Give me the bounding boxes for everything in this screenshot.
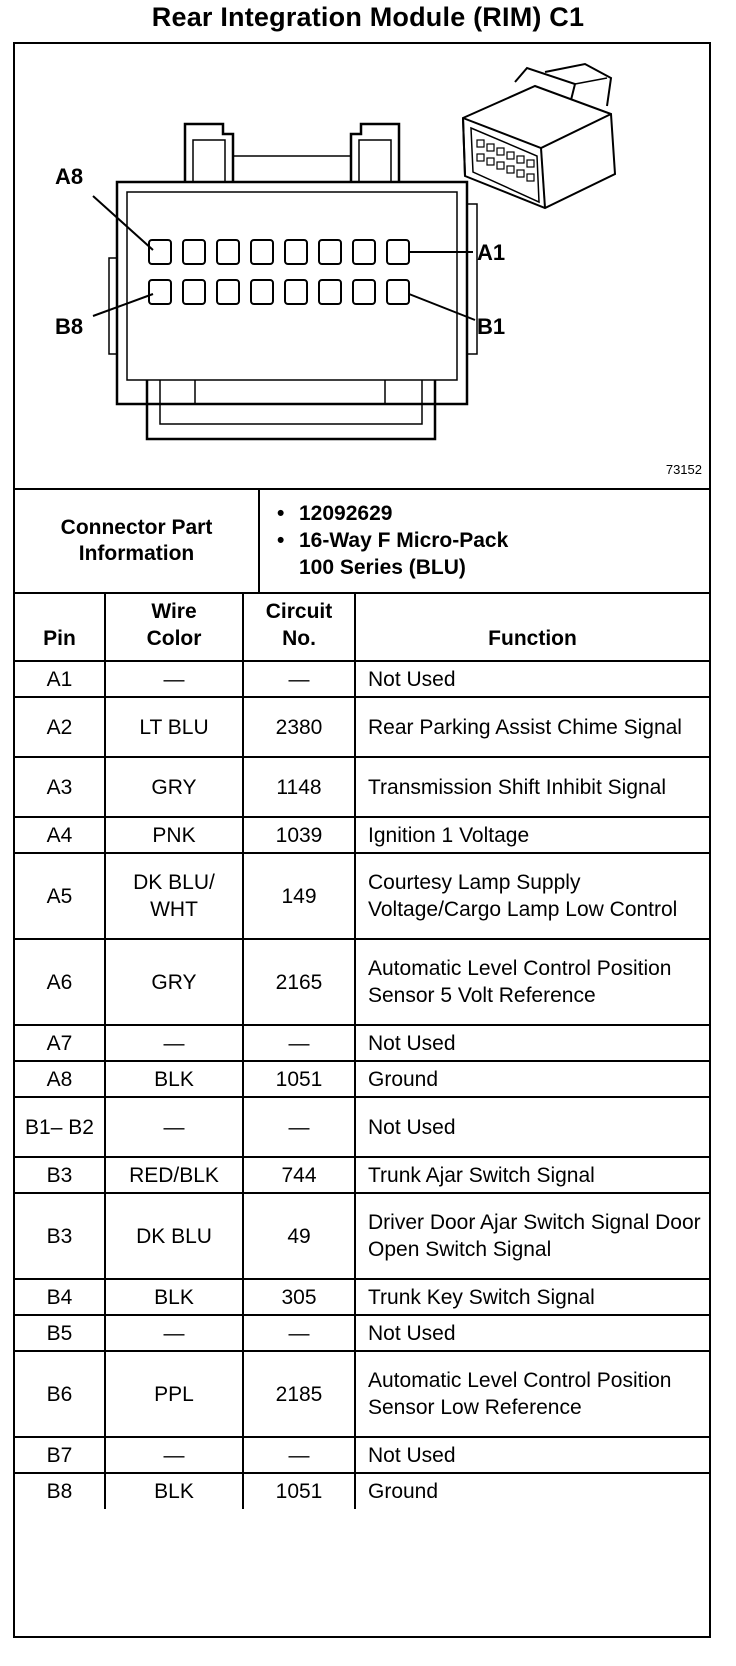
pin-cell: A6: [15, 939, 105, 1025]
cavity-row-a: [149, 240, 409, 264]
connector-part-info: [15, 488, 709, 592]
page-title: Rear Integration Module (RIM) C1: [151, 2, 585, 32]
wire-color-cell: —: [105, 661, 243, 697]
table-row: [15, 1473, 709, 1509]
table-row: [15, 1061, 709, 1097]
header-circuit-no: Circuit No.: [243, 593, 355, 661]
circuit-cell: 2165: [243, 939, 355, 1025]
table-row: [15, 939, 709, 1025]
function-cell: Not Used: [355, 1315, 709, 1351]
table-row: [15, 1437, 709, 1473]
header-function: Function: [355, 593, 709, 661]
wire-color-cell: RED/BLK: [105, 1157, 243, 1193]
function-cell: Not Used: [355, 1025, 709, 1061]
table-row: [15, 853, 709, 939]
wire-color-cell: BLK: [105, 1279, 243, 1315]
wire-color-cell: DK BLU/ WHT: [105, 853, 243, 939]
connector-info-list: [277, 500, 508, 581]
table-row: [15, 1157, 709, 1193]
table-row: [15, 1279, 709, 1315]
pin-cell: A5: [15, 853, 105, 939]
function-cell: Courtesy Lamp Supply Voltage/Cargo Lamp Low Control: [355, 853, 709, 939]
connector-series: 100 Series (BLU): [299, 556, 466, 579]
connector-info-label: Connector Part Information: [15, 490, 260, 592]
circuit-cell: 744: [243, 1157, 355, 1193]
leader-b8: [93, 294, 153, 316]
function-cell: Rear Parking Assist Chime Signal: [355, 697, 709, 757]
left-latch: [185, 124, 233, 182]
circuit-cell: —: [243, 1437, 355, 1473]
part-number: • 12092629: [277, 502, 393, 525]
function-cell: Not Used: [355, 1097, 709, 1157]
wire-color-cell: —: [105, 1437, 243, 1473]
table-row: [15, 757, 709, 817]
pin-cell: B8: [15, 1473, 105, 1509]
table-row: [15, 1097, 709, 1157]
table-row: [15, 1315, 709, 1351]
function-cell: Automatic Level Control Position Sensor 5 Volt Reference: [355, 939, 709, 1025]
isometric-cavities: [477, 140, 534, 181]
circuit-cell: 2185: [243, 1351, 355, 1437]
right-latch: [351, 124, 399, 182]
pin-cell: A3: [15, 757, 105, 817]
label-b1: B1: [477, 314, 506, 339]
function-cell: Trunk Ajar Switch Signal: [355, 1157, 709, 1193]
table-row: [15, 817, 709, 853]
table-row: [15, 697, 709, 757]
pin-cell: A4: [15, 817, 105, 853]
table-row: [15, 1193, 709, 1279]
figure-number: 73152: [665, 462, 702, 477]
wire-color-cell: —: [105, 1315, 243, 1351]
function-cell: Ground: [355, 1061, 709, 1097]
leader-b1: [409, 294, 475, 320]
wire-color-cell: PNK: [105, 817, 243, 853]
wire-color-cell: —: [105, 1025, 243, 1061]
pin-cell: B5: [15, 1315, 105, 1351]
cavity-row-b: [149, 280, 409, 304]
function-cell: Trunk Key Switch Signal: [355, 1279, 709, 1315]
circuit-cell: 149: [243, 853, 355, 939]
pin-cell: B6: [15, 1351, 105, 1437]
circuit-cell: 1051: [243, 1061, 355, 1097]
pin-cell: B3: [15, 1157, 105, 1193]
circuit-cell: 2380: [243, 697, 355, 757]
function-cell: Not Used: [355, 1437, 709, 1473]
connector-type: • 16-Way F Micro-Pack: [277, 529, 509, 552]
function-cell: Not Used: [355, 661, 709, 697]
pin-cell: B3: [15, 1193, 105, 1279]
header-wire-color: Wire Color: [105, 593, 243, 661]
function-cell: Transmission Shift Inhibit Signal: [355, 757, 709, 817]
wire-color-cell: GRY: [105, 939, 243, 1025]
pin-cell: B4: [15, 1279, 105, 1315]
pin-cell: A8: [15, 1061, 105, 1097]
circuit-cell: —: [243, 1315, 355, 1351]
wire-color-cell: GRY: [105, 757, 243, 817]
pin-cell: A1: [15, 661, 105, 697]
pin-cell: B1– B2: [15, 1097, 105, 1157]
wire-color-cell: DK BLU: [105, 1193, 243, 1279]
function-cell: Driver Door Ajar Switch Signal Door Open Switch Signal: [355, 1193, 709, 1279]
table-row: [15, 1025, 709, 1061]
leader-a8: [93, 196, 153, 250]
function-cell: Ignition 1 Voltage: [355, 817, 709, 853]
circuit-cell: —: [243, 1097, 355, 1157]
circuit-cell: 1051: [243, 1473, 355, 1509]
table-row: [15, 1351, 709, 1437]
function-cell: Automatic Level Control Position Sensor Low Reference: [355, 1351, 709, 1437]
label-b8: B8: [55, 314, 84, 339]
circuit-cell: —: [243, 1025, 355, 1061]
table-row: [15, 661, 709, 697]
pin-cell: A2: [15, 697, 105, 757]
wire-color-cell: LT BLU: [105, 697, 243, 757]
label-a8: A8: [55, 164, 84, 189]
connector-isometric-view: [463, 64, 615, 208]
wire-color-cell: BLK: [105, 1061, 243, 1097]
function-cell: Ground: [355, 1473, 709, 1509]
pin-table: [15, 592, 709, 1509]
header-pin: Pin: [15, 593, 105, 661]
label-a1: A1: [477, 240, 506, 265]
circuit-cell: 1039: [243, 817, 355, 853]
circuit-cell: 1148: [243, 757, 355, 817]
circuit-cell: 305: [243, 1279, 355, 1315]
table-header-row: [15, 593, 709, 661]
connector-diagram: [15, 44, 709, 488]
circuit-cell: —: [243, 661, 355, 697]
wire-color-cell: PPL: [105, 1351, 243, 1437]
wire-color-cell: —: [105, 1097, 243, 1157]
pin-cell: B7: [15, 1437, 105, 1473]
wire-color-cell: BLK: [105, 1473, 243, 1509]
connector-skirt: [147, 380, 435, 439]
circuit-cell: 49: [243, 1193, 355, 1279]
pin-cell: A7: [15, 1025, 105, 1061]
